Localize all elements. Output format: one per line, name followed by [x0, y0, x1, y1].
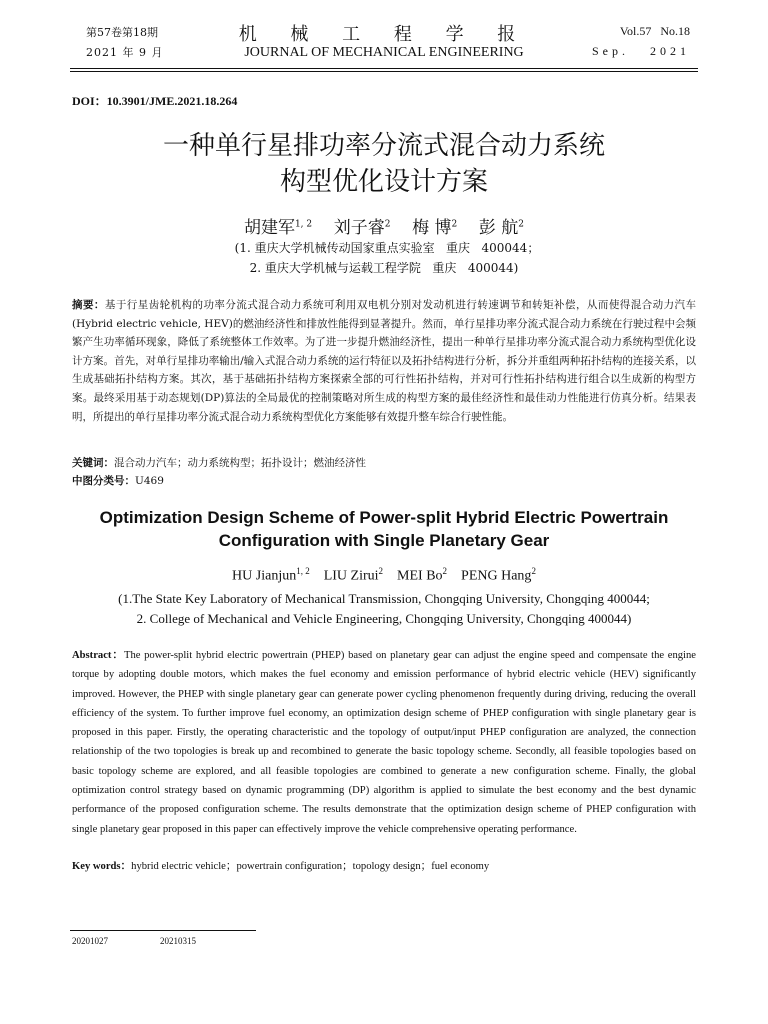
author-name: 刘子睿 [333, 218, 385, 238]
author-affiliation: 2 [378, 566, 384, 576]
author-name: MEI Bo [397, 568, 443, 584]
title-cn-line-1: 一种单行星排功率分流式混合动力系统 [162, 131, 605, 161]
running-header [70, 20, 698, 68]
affiliation-en-1: (1.The State Key Laboratory of Mechanical Transmission, Chongqing University, Chongqing 400044; [118, 591, 650, 606]
author-affiliation: 1, 2 [294, 219, 313, 230]
affiliation-cn-2: 2. 重庆大学机械与运载工程学院 重庆 400044) [249, 261, 519, 275]
authors-cn [0, 213, 768, 238]
authors-en [0, 566, 768, 585]
abstract-cn-label: 摘要： [72, 299, 105, 311]
volume-cn: 第57卷第18期 [86, 26, 158, 39]
author-affiliation: 2 [384, 219, 391, 230]
journal-name-cn: 机 械 工 程 学 报 [238, 24, 530, 45]
title-en-line-2: Configuration with Single Planetary Gear [218, 531, 550, 550]
author-name: HU Jianjun [232, 568, 297, 584]
abstract-cn [72, 296, 696, 426]
date-en: Sep. 2021 [592, 44, 690, 58]
header-rule [70, 68, 698, 69]
author-affiliation: 2 [442, 566, 448, 576]
volume-en: Vol.57 No.18 [619, 24, 690, 38]
title-en-line-1: Optimization Design Scheme of Power-split Hybrid Electric Powertrain [99, 508, 669, 527]
keywords-en-text: hybrid electric vehicle；powertrain configuration；topology design；fuel economy [131, 861, 490, 872]
footnote-rule [70, 930, 256, 931]
author-name: PENG Hang [461, 568, 532, 584]
affiliation-cn-1: (1. 重庆大学机械传动国家重点实验室 重庆 400044； [234, 241, 540, 255]
author-affiliation: 2 [518, 219, 525, 230]
author-name: LIU Zirui [323, 568, 379, 584]
title-cn-line-2: 构型优化设计方案 [279, 167, 488, 197]
clc-value: U469 [135, 475, 164, 487]
footnote-revised-date: 20210315 [160, 936, 196, 946]
author-affiliation: 2 [451, 219, 458, 230]
keywords-cn [72, 455, 366, 470]
author-name: 胡建军 [243, 218, 295, 238]
footnote-received-date: 20201027 [72, 936, 108, 946]
date-cn: 2021 年 9 月 [86, 46, 164, 59]
clc-number [72, 473, 164, 488]
abstract-cn-text: 基于行星齿轮机构的功率分流式混合动力系统可利用双电机分别对发动机进行转速调节和转矩补偿，从而使得混合动力汽车(Hybrid electric vehicle, HEV)的燃油经济性和排放性能得到显著提升。然而，单行星排功率分流式混合动力系统在行驶过程中会频繁产生功率循环现象，降低了系统整体工作效率。为了进一步提升燃油经济性，提出一种单行星排功率分流式混合动力系统构型优化设计方案。首先，对单行星排功率输出/输入式混合动力系统的运行特征以及拓扑结构进行分析，拆分并重组两种拓扑结构的连接关系，以生成基础拓扑结构方案。其次，基于基础拓扑结构方案探索全部的可行性拓扑结构，并对可行性拓扑结构进行组合以生成新的构型方案。最终采用基于动态规划(DP)算法的全局最优的控制策略对所生成的构型方案的最佳经济性和最佳动力性能进行仿真分析。结果表明，所提出的单行星排功率分流式混合动力系统构型优化方案能够有效提升整车综合行驶性能。 [72, 299, 697, 423]
keywords-cn-text: 混合动力汽车；动力系统构型；拓扑设计；燃油经济性 [114, 457, 366, 469]
clc-label: 中图分类号： [72, 475, 135, 487]
keywords-en [72, 858, 489, 873]
journal-name-en: JOURNAL OF MECHANICAL ENGINEERING [244, 45, 524, 60]
header-rule-thin [70, 71, 698, 72]
affiliation-en-2: 2. College of Mechanical and Vehicle Engineering, Chongqing University, Chongqing 400044) [136, 611, 632, 626]
keywords-en-label: Key words： [72, 861, 132, 872]
abstract-en [72, 646, 696, 839]
abstract-en-label: Abstract： [72, 650, 125, 661]
author-affiliation: 1, 2 [296, 566, 310, 576]
doi: DOI：10.3901/JME.2021.18.264 [72, 94, 238, 108]
author-name: 彭 航 [478, 218, 519, 238]
abstract-en-text: The power-split hybrid electric powertrain (PHEP) based on planetary gear can adjust the engine speed and compensate the engine torque by adopting double motors, which makes the fuel economy and emission performance of hybrid electric vehicle (HEV) significantly improved. However, the PHEP with single planetary gear can generate power cycling phenomenon frequently during driving, reducing the overall efficiency of the system. To further improve fuel economy, an optimization design scheme of PHEP configuration with single planetary gear is proposed in this paper. Firstly, the operating characteristic and the topology of output/input PHEP configuration are analyzed, the connection relationship of the two topologies is break up and recombined to generate the basic topology scheme. Secondly, all feasible topologies based on basic topology scheme are explored, and all feasible topologies are combined to generate a new configuration scheme. Finally, the global optimization control strategy based on dynamic programming (DP) algorithm is applied to simulate the best economy and the best dynamic performance of the proposed configuration scheme. The results demonstrate that the optimization design scheme of PHEP configuration with single planetary gear proposed in this paper can effectively improve the vehicle comprehensive operating performance. [72, 650, 696, 835]
keywords-cn-label: 关键词： [72, 457, 114, 469]
author-affiliation: 2 [531, 566, 536, 576]
author-name: 梅 博 [412, 218, 452, 238]
